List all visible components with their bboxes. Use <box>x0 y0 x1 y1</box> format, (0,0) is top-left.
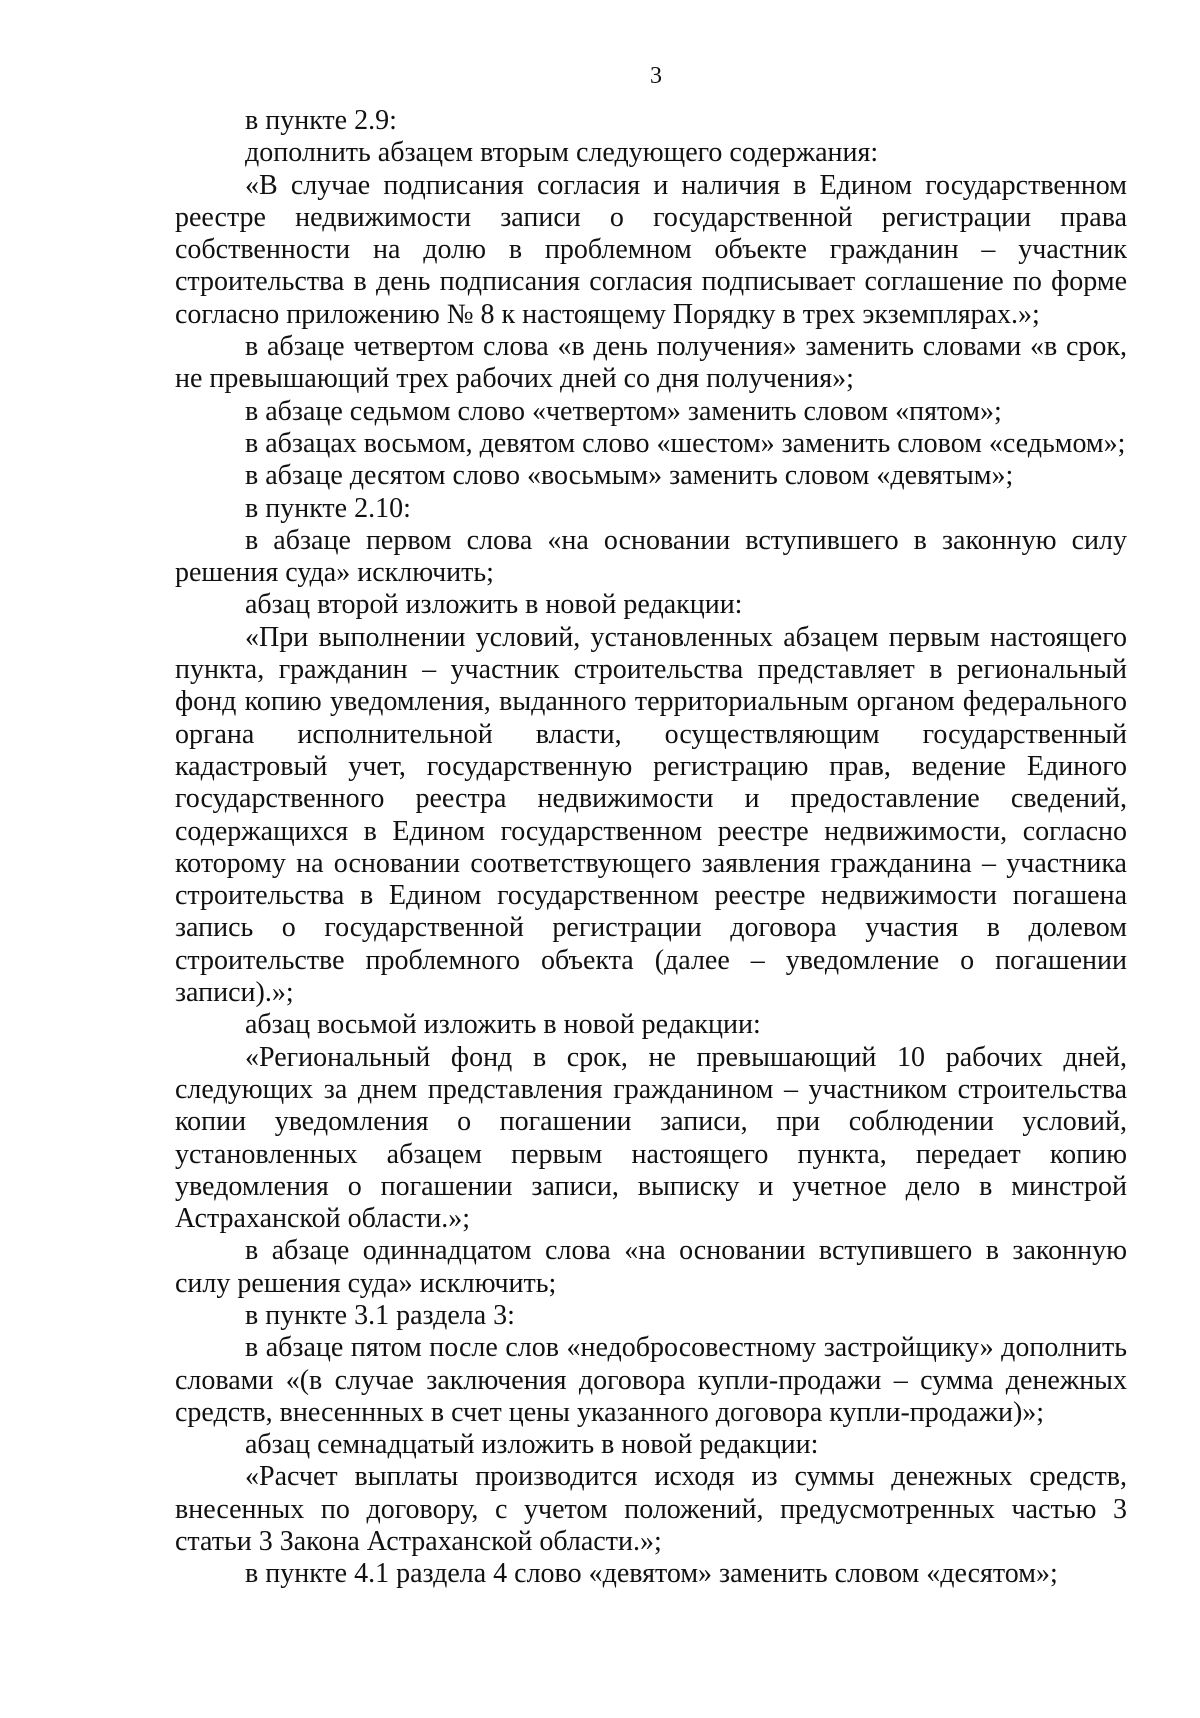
paragraph-15: в пункте 3.1 раздела 3: <box>245 1299 515 1331</box>
paragraph-17: абзац семнадцатый изложить в новой редакции: <box>245 1429 819 1461</box>
paragraph-16: в абзаце пятом после слов «недобросовестному застройщику» дополнить словами «(в случае заключения договора купли-продажи – сумма денежных средств, внесеннных в счет цены указанного договора купли-продажи)»; <box>175 1332 1127 1428</box>
page-number: 3 <box>650 63 662 89</box>
paragraph-19: в пункте 4.1 раздела 4 слово «девятом» заменить словом «десятом»; <box>245 1558 1058 1590</box>
paragraph-18: «Расчет выплаты производится исходя из суммы денежных средств, внесенных по договору, с учетом положений, предусмотренных частью 3 статьи 3 Закона Астраханской области.»; <box>175 1461 1127 1558</box>
paragraph-2: дополнить абзацем вторым следующего содержания: <box>245 137 879 169</box>
paragraph-4: в абзаце четвертом слова «в день получения» заменить словами «в срок, не превышающий трех рабочих дней со дня получения»; <box>175 331 1127 395</box>
paragraph-11: «При выполнении условий, установленных абзацем первым настоящего пункта, гражданин – участник строительства представляет в региональный фонд копию уведомления, выданного территориальным органом федерального органа исполнительной власти, осуществляющим государственный кадастровый учет, государственную регистрацию прав, ведение Единого государственного реестра недвижимости и предоставление сведений, содержащихся в Едином государственном реестре недвижимости, согласно которому на основании соответствующего заявления гражданина – участника строительства в Едином государственном реестре недвижимости погашена запись о государственной регистрации договора участия в долевом строительстве проблемного объекта (далее – уведомление о погашении записи).»; <box>175 621 1127 1009</box>
paragraph-14: в абзаце одиннадцатом слова «на основании вступившего в законную силу решения суда» исключить; <box>175 1235 1127 1299</box>
paragraph-13: «Региональный фонд в срок, не превышающий 10 рабочих дней, следующих за днем представления гражданином – участником строительства копии уведомления о погашении записи, при соблюдении условий, установленных абзацем первым настоящего пункта, передает копию уведомления о погашении записи, выписку и учетное дело в минстрой Астраханской области.»; <box>175 1041 1127 1235</box>
paragraph-10: абзац второй изложить в новой редакции: <box>245 589 743 621</box>
paragraph-3: «В случае подписания согласия и наличия в Едином государственном реестре недвижимости записи о государственной регистрации права собственности на долю в проблемном объекте гражданин – участник строительства в день подписания согласия подписывает соглашение по форме согласно приложению № 8 к настоящему Порядку в трех экземплярах.»; <box>175 169 1127 330</box>
paragraph-12: абзац восьмой изложить в новой редакции: <box>245 1009 761 1041</box>
paragraph-9: в абзаце первом слова «на основании вступившего в законную силу решения суда» исключить; <box>175 524 1127 589</box>
paragraph-7: в абзаце десятом слово «восьмым» заменить словом «девятым»; <box>245 460 1014 492</box>
paragraph-8: в пункте 2.10: <box>245 492 411 524</box>
paragraph-6: в абзацах восьмом, девятом слово «шестом» заменить словом «седьмом»; <box>245 427 1126 459</box>
paragraph-5: в абзаце седьмом слово «четвертом» заменить словом «пятом»; <box>245 395 1002 427</box>
paragraph-1: в пункте 2.9: <box>245 105 397 136</box>
document-body <box>175 105 1127 1591</box>
